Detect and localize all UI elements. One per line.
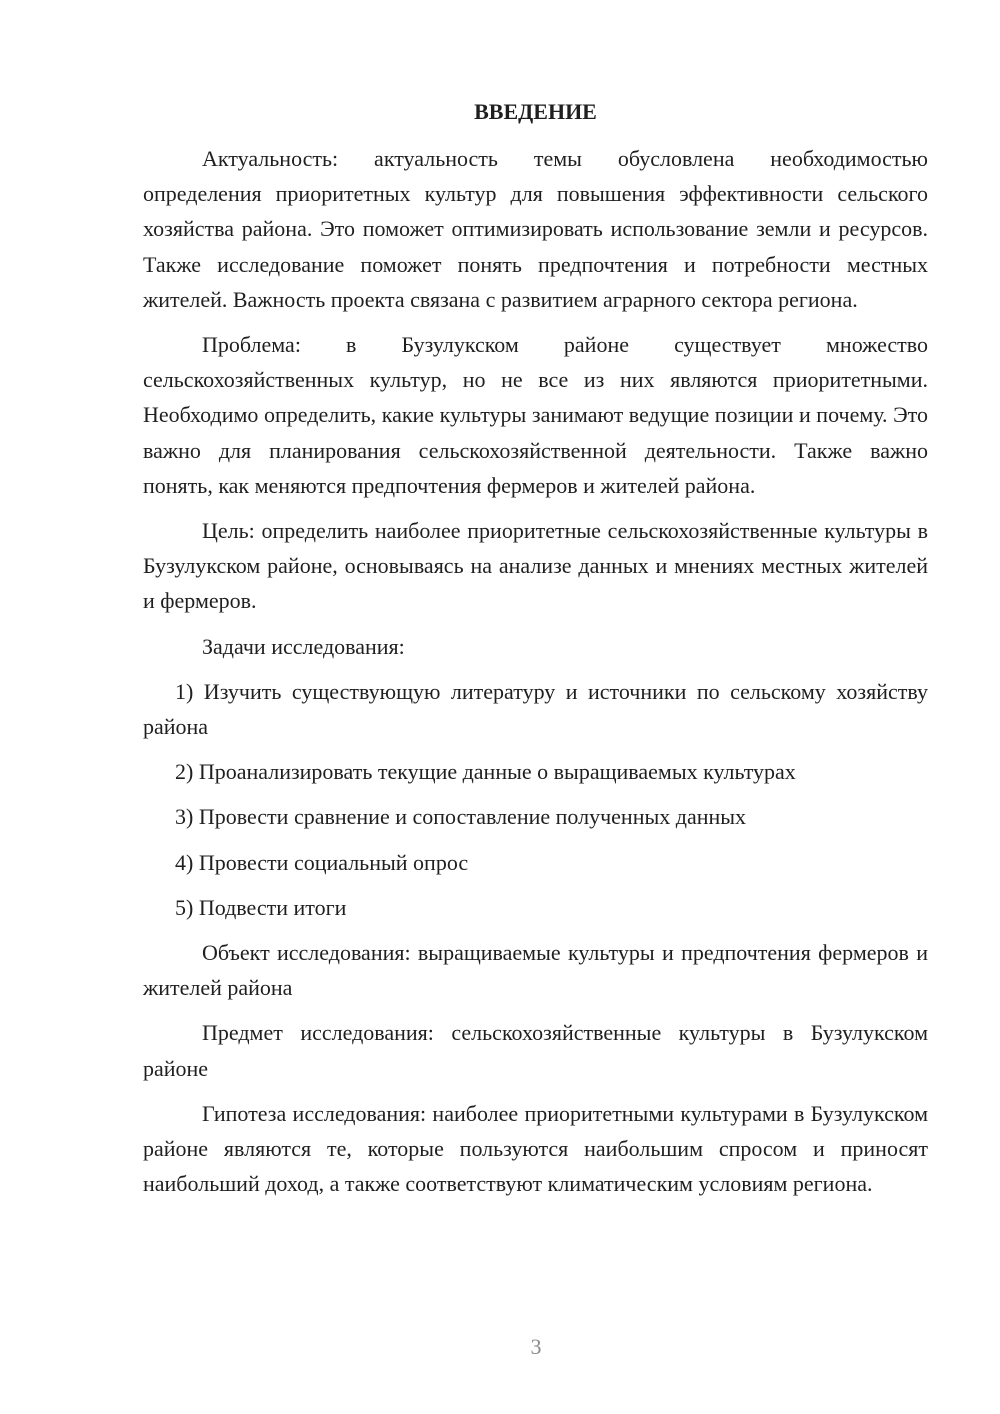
- task-item-5: 5) Подвести итоги: [175, 894, 347, 920]
- section-title: ВВЕДЕНИЕ: [474, 99, 597, 124]
- task-item-3: 3) Провести сравнение и сопоставление полученных данных: [175, 804, 747, 830]
- goal-paragraph: Цель: определить наиболее приоритетные сельскохозяйственные культуры в Бузулукском районе, основываясь на анализе данных и мнениях местных жителей и фермеров.: [143, 518, 928, 614]
- task-item-1: 1) Изучить существующую литературу и источники по сельскому хозяйству района: [143, 678, 928, 740]
- page-number: 3: [530, 1334, 542, 1359]
- task-item-2: 2) Проанализировать текущие данные о выращиваемых культурах: [175, 759, 796, 785]
- tasks-list: [143, 674, 928, 925]
- object-paragraph: Объект исследования: выращиваемые культуры и предпочтения фермеров и жителей района: [143, 940, 928, 1001]
- subject-paragraph: Предмет исследования: сельскохозяйственные культуры в Бузулукском районе: [143, 1020, 928, 1081]
- relevance-paragraph: Актуальность: актуальность темы обусловлена необходимостью определения приоритетных культур для повышения эффективности сельского хозяйства района. Это поможет оптимизировать использование земли и ресурсов. Также исследование поможет понять предпочтения и потребности местных жителей. Важность проекта связана с развитием аграрного сектора региона.: [143, 146, 928, 312]
- task-item-4: 4) Провести социальный опрос: [175, 849, 469, 875]
- problem-paragraph: Проблема: в Бузулукском районе существует множество сельскохозяйственных культур, но не все из них являются приоритетными. Необходимо определить, какие культуры занимают ведущие позиции и почему. Это важно для планирования сельскохозяйственной деятельности. Также важно понять, как меняются предпочтения фермеров и жителей района.: [143, 332, 928, 498]
- page-content: [143, 96, 928, 1211]
- tasks-heading: Задачи исследования:: [202, 633, 405, 659]
- hypothesis-paragraph: Гипотеза исследования: наиболее приоритетными культурами в Бузулукском районе являются те, которые пользуются наибольшим спросом и приносят наибольший доход, а также соответствуют климатическим условиям региона.: [143, 1100, 928, 1197]
